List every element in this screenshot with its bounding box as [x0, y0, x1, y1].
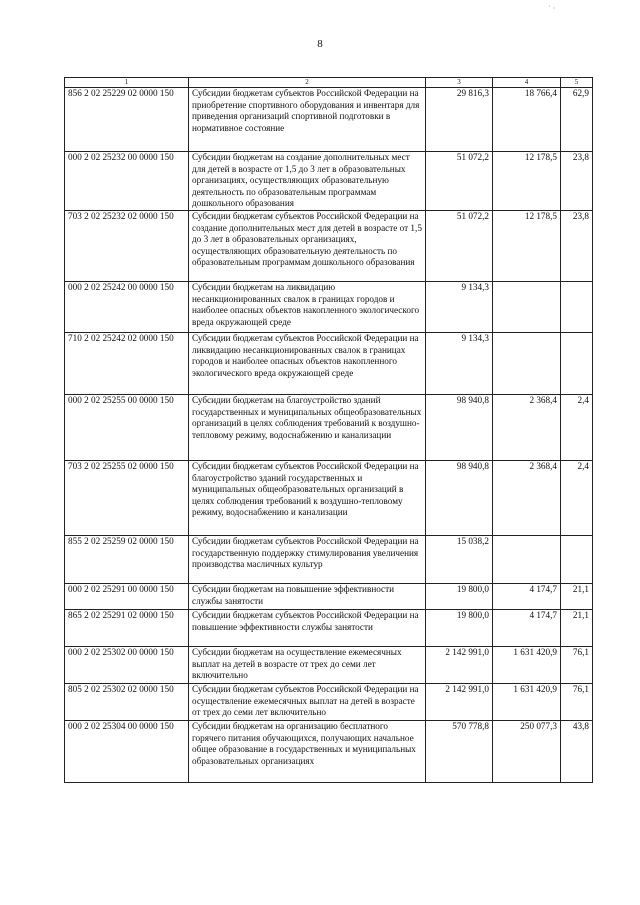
header-col-5: 5	[561, 78, 593, 88]
budget-code: 000 2 02 25304 00 0000 150	[65, 721, 189, 783]
budget-code: 000 2 02 25302 00 0000 150	[65, 647, 189, 684]
amount-col4: 4 174,7	[493, 584, 561, 610]
subsidy-name: Субсидии бюджетам субъектов Российской Федерации на благоустройство зданий государственных и муниципальных общеобразовательных организаций в целях соблюдения требований к воздушно-тепловому режиму, водоснабжению и канализации	[189, 461, 426, 536]
table-row	[65, 584, 593, 610]
amount-col3: 15 038,2	[426, 536, 493, 584]
subsidy-name: Субсидии бюджетам на повышение эффективности службы занятости	[189, 584, 426, 610]
amount-col4: 1 631 420,9	[493, 684, 561, 721]
subsidy-name: Субсидии бюджетам на создание дополнительных мест для детей в возрасте от 1,5 до 3 лет в образовательных организациях, осуществляющих образовательную деятельность по образовательным программам дошкольного образования	[189, 152, 426, 211]
budget-table	[64, 77, 593, 783]
amount-col4: 1 631 420,9	[493, 647, 561, 684]
percent-col5: 62,9	[561, 88, 593, 152]
header-col-3: 3	[426, 78, 493, 88]
page-number: 8	[317, 38, 323, 50]
amount-col3: 19 800,0	[426, 584, 493, 610]
table-row	[65, 536, 593, 584]
budget-code: 703 2 02 25255 02 0000 150	[65, 461, 189, 536]
amount-col3: 98 940,8	[426, 395, 493, 461]
header-col-4: 4	[493, 78, 561, 88]
amount-col4: 18 766,4	[493, 88, 561, 152]
subsidy-name: Субсидии бюджетам субъектов Российской Федерации на ликвидацию несанкционированных свалок в границах городов и наиболее опасных объектов накопленного экологического вреда окружающей среде	[189, 333, 426, 395]
percent-col5	[561, 282, 593, 333]
percent-col5: 2,4	[561, 461, 593, 536]
subsidy-name: Субсидии бюджетам субъектов Российской Федерации на создание дополнительных мест для детей в возрасте от 1,5 до 3 лет в образовательных организациях, осуществляющих образовательную деятельность по образовательным программам дошкольного образования	[189, 211, 426, 282]
amount-col4	[493, 333, 561, 395]
amount-col3: 51 072,2	[426, 152, 493, 211]
amount-col4: 2 368,4	[493, 395, 561, 461]
table-row	[65, 461, 593, 536]
table-row	[65, 721, 593, 783]
table-row	[65, 684, 593, 721]
budget-code: 703 2 02 25232 02 0000 150	[65, 211, 189, 282]
amount-col4	[493, 536, 561, 584]
table-row	[65, 211, 593, 282]
table-row	[65, 152, 593, 211]
amount-col4: 12 178,5	[493, 211, 561, 282]
subsidy-name: Субсидии бюджетам субъектов Российской Федерации на повышение эффективности службы занятости	[189, 610, 426, 647]
percent-col5: 23,8	[561, 211, 593, 282]
amount-col3: 570 778,8	[426, 721, 493, 783]
table-row	[65, 395, 593, 461]
subsidy-name: Субсидии бюджетам на благоустройство зданий государственных и муниципальных общеобразовательных организаций в целях соблюдения требований к воздушно-тепловому режиму, водоснабжению и канализации	[189, 395, 426, 461]
table-row	[65, 647, 593, 684]
budget-code: 865 2 02 25291 02 0000 150	[65, 610, 189, 647]
budget-code: 000 2 02 25255 00 0000 150	[65, 395, 189, 461]
budget-code: 000 2 02 25232 00 0000 150	[65, 152, 189, 211]
percent-col5	[561, 333, 593, 395]
table-row	[65, 333, 593, 395]
header-row	[65, 78, 593, 88]
table-row	[65, 610, 593, 647]
amount-col4: 2 368,4	[493, 461, 561, 536]
table-row	[65, 282, 593, 333]
budget-code: 856 2 02 25229 02 0000 150	[65, 88, 189, 152]
subsidy-name: Субсидии бюджетам субъектов Российской Федерации на приобретение спортивного оборудования и инвентаря для приведения организаций спортивной подготовки в нормативное состояние	[189, 88, 426, 152]
amount-col4	[493, 282, 561, 333]
subsidy-name: Субсидии бюджетам на организацию бесплатного горячего питания обучающихся, получающих начальное общее образование в государственных и муниципальных образовательных организациях	[189, 721, 426, 783]
amount-col4: 4 174,7	[493, 610, 561, 647]
amount-col3: 29 816,3	[426, 88, 493, 152]
subsidy-name: Субсидии бюджетам на осуществление ежемесячных выплат на детей в возрасте от трех до семи лет включительно	[189, 647, 426, 684]
percent-col5	[561, 536, 593, 584]
header-col-2: 2	[189, 78, 426, 88]
percent-col5: 76,1	[561, 684, 593, 721]
budget-code: 805 2 02 25302 02 0000 150	[65, 684, 189, 721]
amount-col3: 2 142 991,0	[426, 647, 493, 684]
amount-col3: 51 072,2	[426, 211, 493, 282]
budget-code: 855 2 02 25259 02 0000 150	[65, 536, 189, 584]
amount-col3: 9 134,3	[426, 282, 493, 333]
amount-col4: 250 077,3	[493, 721, 561, 783]
scan-mark: ˙ ·	[548, 4, 556, 13]
subsidy-name: Субсидии бюджетам субъектов Российской Федерации на осуществление ежемесячных выплат на детей в возрасте от трех до семи лет включительно	[189, 684, 426, 721]
amount-col3: 9 134,3	[426, 333, 493, 395]
budget-code: 000 2 02 25242 00 0000 150	[65, 282, 189, 333]
header-col-1: 1	[65, 78, 189, 88]
percent-col5: 23,8	[561, 152, 593, 211]
amount-col3: 98 940,8	[426, 461, 493, 536]
percent-col5: 76,1	[561, 647, 593, 684]
percent-col5: 2,4	[561, 395, 593, 461]
table-row	[65, 88, 593, 152]
amount-col4: 12 178,5	[493, 152, 561, 211]
percent-col5: 21,1	[561, 584, 593, 610]
amount-col3: 19 800,0	[426, 610, 493, 647]
percent-col5: 43,8	[561, 721, 593, 783]
percent-col5: 21,1	[561, 610, 593, 647]
amount-col3: 2 142 991,0	[426, 684, 493, 721]
subsidy-name: Субсидии бюджетам субъектов Российской Федерации на государственную поддержку стимулирования увеличения производства масличных культур	[189, 536, 426, 584]
budget-code: 000 2 02 25291 00 0000 150	[65, 584, 189, 610]
budget-code: 710 2 02 25242 02 0000 150	[65, 333, 189, 395]
subsidy-name: Субсидии бюджетам на ликвидацию несанкционированных свалок в границах городов и наиболее опасных объектов накопленного экологического вреда окружающей среде	[189, 282, 426, 333]
